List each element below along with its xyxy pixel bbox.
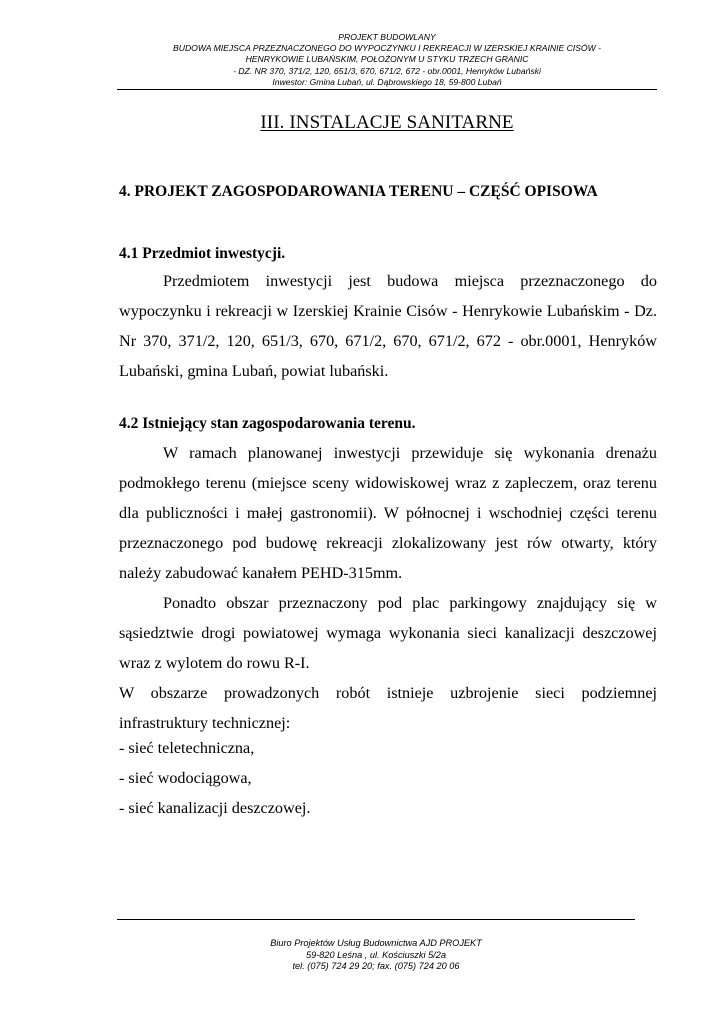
paragraph-4-2-a: W ramach planowanej inwestycji przewiduje się wykonania drenażu podmokłego terenu (miejsce sceny widowiskowej wraz z zapleczem, oraz terenu dla publiczności i małej gastronomii). W północnej i wschodniej części terenu przeznaczonego pod budowę rekreacji zlokalizowany jest rów otwarty, który należy zabudować kanałem PEHD-315mm.: [119, 444, 657, 583]
paragraph-4-1: Przedmiotem inwestycji jest budowa miejsca przeznaczonego do wypoczynku i rekreacji w Izerskiej Krainie Cisów - Henrykowie Lubańskim - Dz. Nr 370, 371/2, 120, 651/3, 670, 671/2, 670, 671/2, 672 - obr.0001, Henryków Lubański, gmina Lubań, powiat lubański.: [119, 272, 657, 381]
paragraph-4-2-b: Ponadto obszar przeznaczony pod plac parkingowy znajdujący się w sąsiedztwie drogi powiatowej wymaga wykonania sieci kanalizacji deszczowej wraz z wylotem do rowu R-I.: [119, 594, 657, 673]
header-line-5: Inwestor: Gmina Lubań, ul. Dąbrowskiego 18, 59-800 Lubań: [272, 76, 502, 87]
header-line-4: - DZ. NR 370, 371/2, 120, 651/3, 670, 671/2, 672 - obr.0001, Henryków Lubański: [233, 65, 541, 76]
header-line-3: HENRYKOWIE LUBAŃSKIM, POŁOŻONYM U STYKU TRZECH GRANIC: [245, 54, 529, 65]
header-line-2: BUDOWA MIEJSCA PRZEZNACZONEGO DO WYPOCZYNKU I REKREACJI W IZERSKIEJ KRAINIE CISÓW -: [173, 43, 601, 54]
list-item: - sieć kanalizacji deszczowej.: [119, 799, 311, 817]
chapter-title: 4. PROJEKT ZAGOSPODAROWANIA TERENU – CZĘŚĆ OPISOWA: [119, 183, 598, 200]
header-line-1: PROJEKT BUDOWLANY: [338, 32, 436, 42]
header-divider: [117, 89, 657, 90]
footer-divider: [117, 919, 635, 920]
page-footer: [117, 938, 635, 973]
list-item: - sieć wodociągowa,: [119, 769, 252, 787]
section-title: III. INSTALACJE SANITARNE: [260, 112, 514, 133]
footer-line-2: 59-820 Leśna , ul. Kościuszki 5/2a: [306, 949, 446, 960]
page-header: [117, 32, 657, 88]
paragraph-4-2-c: W obszarze prowadzonych robót istnieje uzbrojenie sieci podziemnej infrastruktury technicznej:: [119, 684, 657, 733]
subheading-4-1: 4.1 Przedmiot inwestycji.: [119, 245, 286, 262]
footer-line-1: Biuro Projektów Usług Budownictwa AJD PROJEKT: [270, 938, 482, 948]
list-item: - sieć teletechniczna,: [119, 739, 255, 757]
subheading-4-2: 4.2 Istniejący stan zagospodarowania terenu.: [119, 415, 416, 432]
footer-line-3: tel. (075) 724 29 20; fax. (075) 724 20 06: [292, 961, 460, 971]
